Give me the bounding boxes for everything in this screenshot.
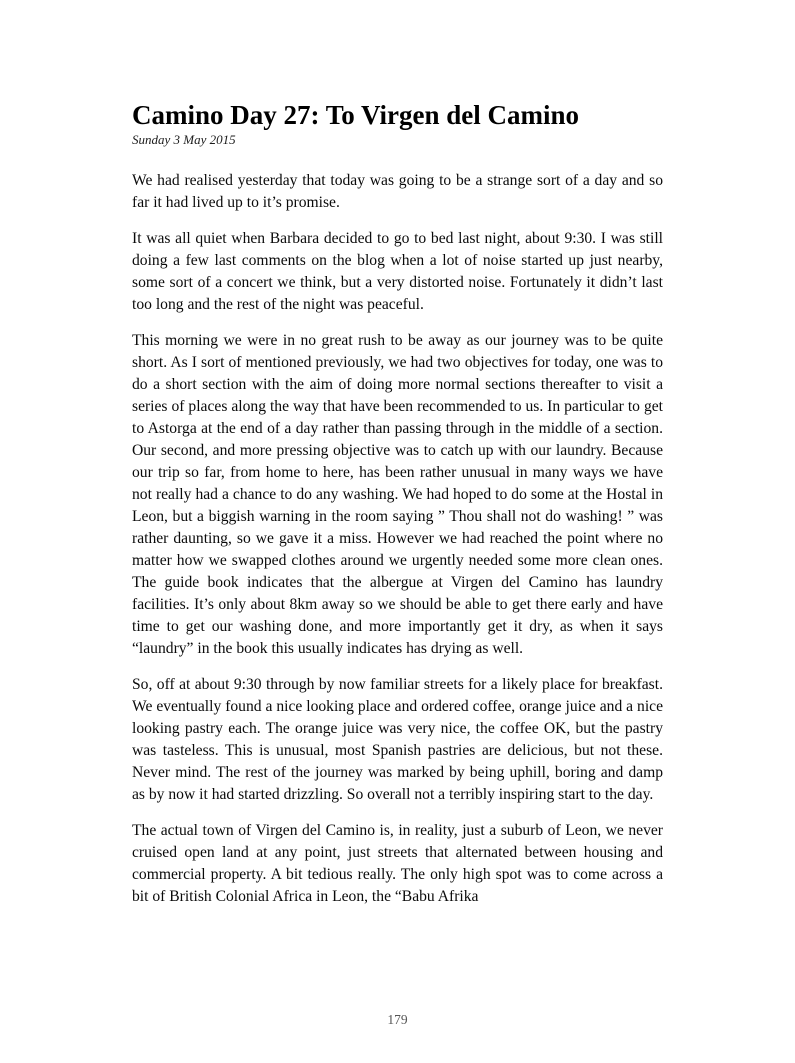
article-paragraph-3: This morning we were in no great rush to be away as our journey was to be quite short. As I sort of mentioned previously, we had two objectives for today, one was to do a short section with the aim of doing more normal sections thereafter to visit a series of places along the way that have been recommended to us. In particular to get to Astorga at the end of a day rather than passing through in the middle of a section. Our second, and more pressing objective was to catch up with our laundry. Because our trip so far, from home to here, has been rather unusual in many ways we have not really had a chance to do any washing. We had hoped to do some at the Hostal in Leon, but a biggish warning in the room saying ” Thou shall not do washing! ” was rather daunting, so we gave it a miss. However we had reached the point where no matter how we swapped clothes around we urgently needed some more clean ones. The guide book indicates that the albergue at Virgen del Camino has laundry facilities. It’s only about 8km away so we should be able to get there early and have time to get our washing done, and more importantly get it dry, as when it says “laundry” in the book this usually indicates has drying as well.	[132, 332, 663, 657]
article-body	[132, 170, 663, 908]
page-number: 179	[387, 1012, 408, 1027]
article-paragraph-5: The actual town of Virgen del Camino is, in reality, just a suburb of Leon, we never cruised open land at any point, just streets that alternated between housing and commercial property. A bit tedious really. The only high spot was to come across a bit of British Colonial Africa in Leon, the “Babu Afrika	[132, 822, 663, 905]
article-date: Sunday 3 May 2015	[132, 132, 236, 147]
article-paragraph-4: So, off at about 9:30 through by now familiar streets for a likely place for breakfast. We eventually found a nice looking place and ordered coffee, orange juice and a nice looking pastry each. The orange juice was very nice, the coffee OK, but the pastry was tasteless. This is unusual, most Spanish pastries are delicious, but not these. Never mind. The rest of the journey was marked by being uphill, boring and damp as by now it had started drizzling. So overall not a terribly inspiring start to the day.	[132, 676, 663, 803]
article-content	[132, 100, 663, 908]
article-paragraph-1: We had realised yesterday that today was going to be a strange sort of a day and so far it had lived up to it’s promise.	[132, 172, 663, 211]
article-paragraph-2: It was all quiet when Barbara decided to go to bed last night, about 9:30. I was still doing a few last comments on the blog when a lot of noise started up just nearby, some sort of a concert we think, but a very distorted noise. Fortunately it didn’t last too long and the rest of the night was peaceful.	[132, 230, 663, 313]
article-title: Camino Day 27: To Virgen del Camino	[132, 100, 580, 130]
